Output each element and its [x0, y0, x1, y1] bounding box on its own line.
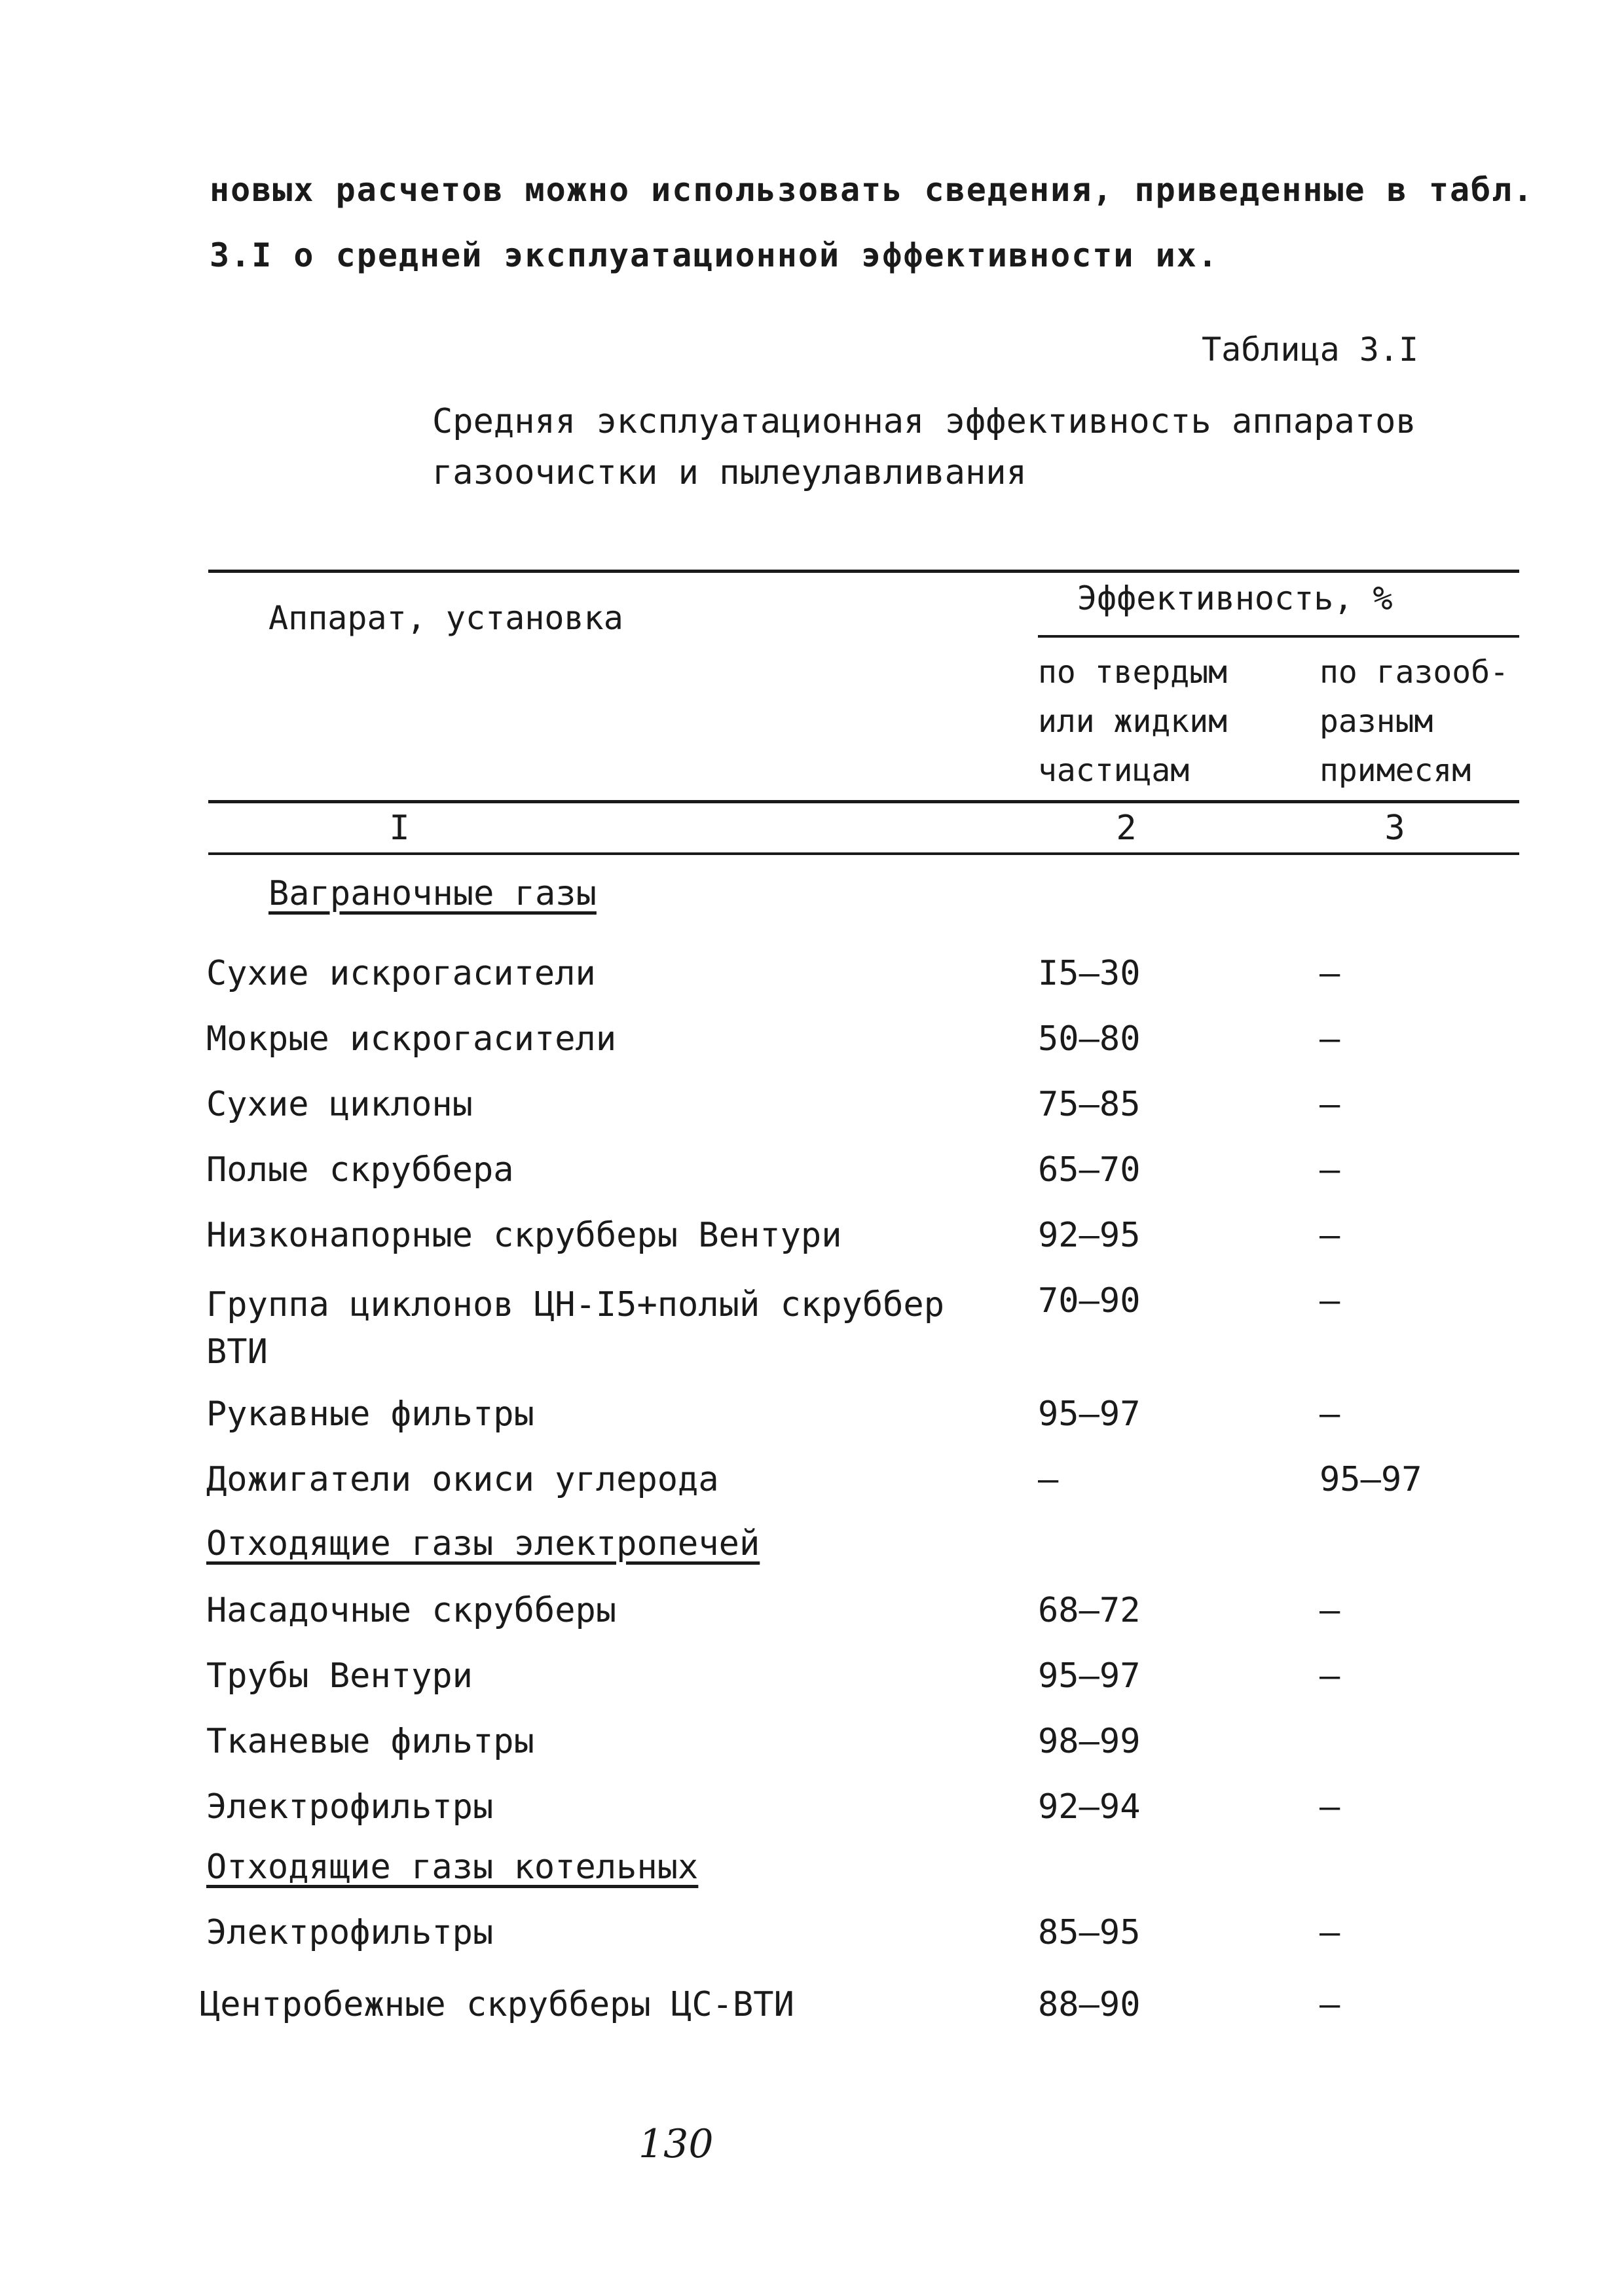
row-solid: 85–95 — [1038, 1913, 1141, 1952]
column-number-2: 2 — [1116, 809, 1137, 848]
row-solid: 75–85 — [1038, 1085, 1141, 1124]
row-gas: – — [1320, 1787, 1340, 1827]
header-solid-line-2: или жидким — [1038, 703, 1227, 740]
row-apparatus-line-2: ВТИ — [206, 1332, 268, 1372]
row-gas: – — [1320, 1150, 1340, 1190]
row-apparatus: Электрофильтры — [206, 1913, 494, 1952]
row-apparatus: Тканевые фильтры — [206, 1722, 534, 1761]
header-solid-particles — [1038, 648, 1227, 795]
intro-line-1: новых расчетов можно использовать сведения, приведенные в табл. — [210, 171, 1534, 209]
row-gas: – — [1320, 1985, 1340, 2024]
row-solid: 95–97 — [1038, 1394, 1141, 1434]
table-row — [0, 1460, 1624, 1512]
row-solid: – — [1038, 1460, 1059, 1499]
caption-line-1: Средняя эксплуатационная эффективность аппаратов — [432, 402, 1416, 441]
column-number-1: I — [389, 809, 410, 848]
header-gas-line-2: разным — [1320, 703, 1433, 740]
group-header-rule — [1038, 635, 1519, 638]
row-apparatus: Дожигатели окиси углерода — [206, 1460, 719, 1499]
row-gas: – — [1320, 1656, 1340, 1696]
table-label: Таблица 3.I — [1202, 331, 1419, 369]
row-solid: 92–95 — [1038, 1216, 1141, 1255]
table-row — [0, 1722, 1624, 1774]
row-solid: 50–80 — [1038, 1019, 1141, 1059]
column-numbers-rule — [208, 852, 1519, 855]
row-apparatus — [206, 1281, 944, 1376]
table-row — [0, 1787, 1624, 1840]
row-solid: 68–72 — [1038, 1591, 1141, 1630]
header-solid-line-1: по твердым — [1038, 654, 1227, 691]
row-solid: I5–30 — [1038, 954, 1141, 993]
section-title-electric-furnace-gases: Отходящие газы электропечей — [206, 1524, 760, 1563]
row-gas: – — [1320, 1394, 1340, 1434]
row-apparatus: Низконапорные скрубберы Вентури — [206, 1216, 842, 1255]
table-row — [0, 954, 1624, 1006]
table-row — [0, 1085, 1624, 1137]
caption-line-2: газоочистки и пылеулавливания — [432, 453, 1027, 492]
row-gas: – — [1320, 1019, 1340, 1059]
table-caption — [432, 396, 1416, 498]
row-apparatus-line-1: Группа циклонов ЦН-I5+полый скруббер — [206, 1285, 945, 1324]
table-row — [0, 1913, 1624, 1965]
row-apparatus: Сухие циклоны — [206, 1085, 473, 1124]
row-gas: – — [1320, 954, 1340, 993]
row-apparatus: Рукавные фильтры — [206, 1394, 534, 1434]
section-title-boiler-gases: Отходящие газы котельных — [206, 1848, 699, 1887]
page-number: 130 — [638, 2121, 714, 2167]
table-row — [0, 1216, 1624, 1268]
row-apparatus: Электрофильтры — [206, 1787, 494, 1827]
table-row — [0, 1394, 1624, 1447]
intro-line-2: 3.I о средней эксплуатационной эффективности их. — [210, 236, 1219, 274]
row-apparatus: Центробежные скрубберы ЦС-ВТИ — [200, 1985, 794, 2024]
table-top-rule — [208, 570, 1519, 573]
header-gas-line-1: по газооб- — [1320, 654, 1509, 691]
table-row — [0, 1019, 1624, 1072]
section-title-cupola-gases: Ваграночные газы — [268, 874, 597, 913]
table-row — [0, 1985, 1624, 2037]
row-solid: 65–70 — [1038, 1150, 1141, 1190]
row-gas: – — [1320, 1591, 1340, 1630]
row-apparatus: Трубы Вентури — [206, 1656, 473, 1696]
header-efficiency: Эффективность, % — [1077, 579, 1393, 617]
row-gas: – — [1320, 1216, 1340, 1255]
row-gas: – — [1320, 1281, 1340, 1321]
header-gas-impurities — [1320, 648, 1509, 795]
header-apparatus: Аппарат, установка — [268, 599, 623, 637]
row-apparatus: Полые скруббера — [206, 1150, 514, 1190]
row-apparatus: Насадочные скрубберы — [206, 1591, 617, 1630]
intro-paragraph — [210, 157, 1534, 288]
row-gas: 95–97 — [1320, 1460, 1422, 1499]
table-row — [0, 1150, 1624, 1203]
header-bottom-rule — [208, 800, 1519, 803]
row-solid: 88–90 — [1038, 1985, 1141, 2024]
header-gas-line-3: примесям — [1320, 752, 1471, 789]
column-number-3: 3 — [1384, 809, 1405, 848]
row-solid: 92–94 — [1038, 1787, 1141, 1827]
row-solid: 70–90 — [1038, 1281, 1141, 1321]
table-row — [0, 1656, 1624, 1709]
row-apparatus: Мокрые искрогасители — [206, 1019, 617, 1059]
header-solid-line-3: частицам — [1038, 752, 1190, 789]
row-solid: 95–97 — [1038, 1656, 1141, 1696]
row-apparatus: Сухие искрогасители — [206, 954, 596, 993]
row-gas: – — [1320, 1085, 1340, 1124]
row-gas: – — [1320, 1913, 1340, 1952]
table-row — [0, 1591, 1624, 1643]
row-solid: 98–99 — [1038, 1722, 1141, 1761]
table-row — [0, 1281, 1624, 1379]
